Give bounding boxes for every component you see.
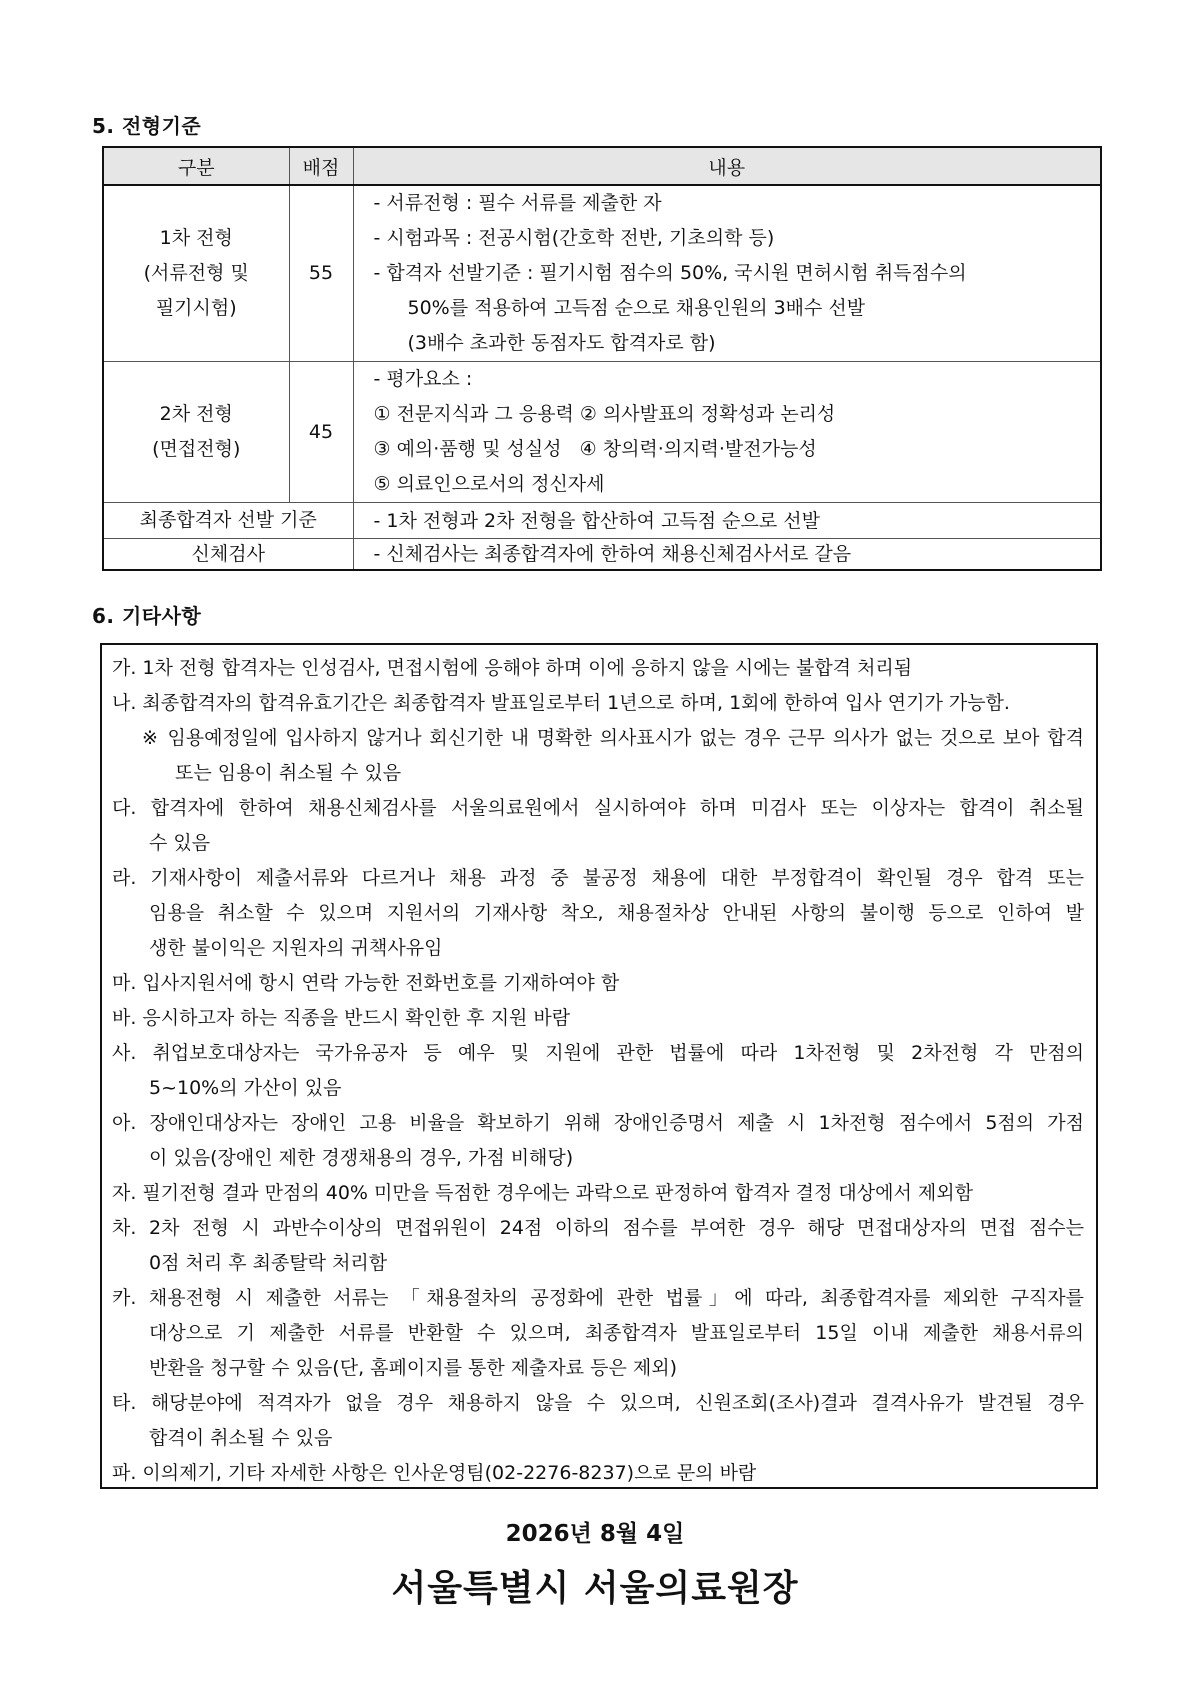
list-item xyxy=(112,791,1084,861)
content-line: (3배수 초과한 동점자도 합격자로 함) xyxy=(407,332,716,354)
list-item-line: 타. 해당분야에 적격자가 없을 경우 채용하지 않을 수 있으며, 신원조회(조사)결과 결격사유가 발견될 경우 xyxy=(112,1392,1084,1414)
notice-date: 2026년 8월 4일 xyxy=(505,1521,685,1547)
list-item xyxy=(112,1211,1084,1281)
list-item-line: 카. 채용전형 시 제출한 서류는 「채용절차의 공정화에 관한 법률」에 따라, 최종합격자를 제외한 구직자를 xyxy=(112,1287,1084,1309)
section-5-title: 5. 전형기준 xyxy=(92,114,202,138)
list-item-line: ※ 임용예정일에 입사하지 않거나 회신기한 내 명확한 의사표시가 없는 경우 근무 의사가 없는 것으로 보아 합격 xyxy=(142,727,1084,749)
row3-content xyxy=(353,503,1101,539)
header-content: 내용 xyxy=(353,147,1101,185)
list-item-line: 5~10%의 가산이 있음 xyxy=(149,1077,342,1099)
list-item-line: 이 있음(장애인 제한 경쟁채용의 경우, 가점 비해당) xyxy=(149,1147,574,1169)
list-item xyxy=(112,1036,1084,1106)
other-notes-box xyxy=(100,643,1098,1489)
notes-list xyxy=(102,645,1096,1491)
list-item-line: 합격이 취소될 수 있음 xyxy=(149,1427,333,1449)
row2-category: 2차 전형 (면접전형) xyxy=(103,362,289,503)
list-item xyxy=(112,1176,1084,1211)
table-row xyxy=(103,185,1101,362)
list-item xyxy=(112,966,1084,1001)
list-item-line: 생한 불이익은 지원자의 귀책사유임 xyxy=(149,937,443,959)
content-line: - 합격자 선발기준 : 필기시험 점수의 50%, 국시원 면허시험 취득점수의 xyxy=(373,262,967,284)
list-item-line: 반환을 청구할 수 있음(단, 홈페이지를 통한 제출자료 등은 제외) xyxy=(149,1357,678,1379)
list-item-line: 수 있음 xyxy=(149,832,211,854)
note-item xyxy=(112,721,1084,791)
row1-category: 1차 전형 (서류전형 및 필기시험) xyxy=(103,185,289,362)
list-item xyxy=(112,1001,1084,1036)
list-item xyxy=(112,1281,1084,1386)
content-line: ① 전문지식과 그 응용력 ② 의사발표의 정확성과 논리성 xyxy=(373,403,836,425)
list-item xyxy=(112,651,1084,686)
list-item xyxy=(112,1106,1084,1176)
list-item-line: 0점 처리 후 최종탈락 처리함 xyxy=(149,1252,388,1274)
list-item-line: 나. 최종합격자의 합격유효기간은 최종합격자 발표일로부터 1년으로 하며, 1회에 한하여 입사 연기가 가능함. xyxy=(112,692,1010,714)
list-item-line: 임용을 취소할 수 있으며 지원서의 기재사항 착오, 채용절차상 안내된 사항의 불이행 등으로 인하여 발 xyxy=(149,902,1084,924)
list-item xyxy=(112,686,1084,721)
selection-criteria-table xyxy=(102,146,1102,571)
section-6-title: 6. 기타사항 xyxy=(92,604,202,628)
row2-content xyxy=(353,362,1101,503)
list-item-line: 또는 임용이 취소될 수 있음 xyxy=(175,762,402,784)
content-line: - 평가요소 : xyxy=(373,368,473,390)
header-score: 배점 xyxy=(289,147,353,185)
list-item-line: 가. 1차 전형 합격자는 인성검사, 면접시험에 응해야 하며 이에 응하지 않을 시에는 불합격 처리됨 xyxy=(112,657,913,679)
content-line: - 서류전형 : 필수 서류를 제출한 자 xyxy=(373,192,662,214)
table-row xyxy=(103,539,1101,571)
list-item xyxy=(112,1386,1084,1456)
content-line: - 신체검사는 최종합격자에 한하여 채용신체검사서로 갈음 xyxy=(373,543,852,565)
table-row xyxy=(103,362,1101,503)
list-item-line: 자. 필기전형 결과 만점의 40% 미만을 득점한 경우에는 과락으로 판정하여 합격자 결정 대상에서 제외함 xyxy=(112,1182,973,1204)
content-line: ⑤ 의료인으로서의 정신자세 xyxy=(373,473,605,495)
list-item-line: 마. 입사지원서에 항시 연락 가능한 전화번호를 기재하여야 함 xyxy=(112,972,620,994)
table-header-row xyxy=(103,147,1101,185)
list-item-line: 대상으로 기 제출한 서류를 반환할 수 있으며, 최종합격자 발표일로부터 15일 이내 제출한 채용서류의 xyxy=(149,1322,1084,1344)
list-item-line: 차. 2차 전형 시 과반수이상의 면접위원이 24점 이하의 점수를 부여한 경우 해당 면접대상자의 면접 점수는 xyxy=(112,1217,1084,1239)
row1-score: 55 xyxy=(289,185,353,362)
list-item-line: 파. 이의제기, 기타 자세한 사항은 인사운영팀(02-2276-8237)으로 문의 바람 xyxy=(112,1462,757,1484)
content-line: ③ 예의·품행 및 성실성 ④ 창의력·의지력·발전가능성 xyxy=(373,438,817,460)
list-item-line: 다. 합격자에 한하여 채용신체검사를 서울의료원에서 실시하여야 하며 미검사 또는 이상자는 합격이 취소될 xyxy=(112,797,1084,819)
table-row xyxy=(103,503,1101,539)
row4-category: 신체검사 xyxy=(103,539,353,571)
content-line: - 1차 전형과 2차 전형을 합산하여 고득점 순으로 선발 xyxy=(373,509,820,532)
header-category: 구분 xyxy=(103,147,289,185)
list-item-line: 바. 응시하고자 하는 직종을 반드시 확인한 후 지원 바람 xyxy=(112,1007,571,1029)
list-item xyxy=(112,1456,1084,1491)
content-line: 50%를 적용하여 고득점 순으로 채용인원의 3배수 선발 xyxy=(407,297,866,319)
row2-score: 45 xyxy=(289,362,353,503)
row1-content xyxy=(353,185,1101,362)
list-item xyxy=(112,861,1084,966)
list-item-line: 아. 장애인대상자는 장애인 고용 비율을 확보하기 위해 장애인증명서 제출 시 1차전형 점수에서 5점의 가점 xyxy=(112,1112,1084,1134)
row4-content xyxy=(353,539,1101,571)
row3-category: 최종합격자 선발 기준 xyxy=(103,503,353,539)
issuer-name: 서울특별시 서울의료원장 xyxy=(391,1568,799,1609)
list-item-line: 라. 기재사항이 제출서류와 다르거나 채용 과정 중 불공정 채용에 대한 부정합격이 확인될 경우 합격 또는 xyxy=(112,867,1084,889)
list-item-line: 사. 취업보호대상자는 국가유공자 등 예우 및 지원에 관한 법률에 따라 1차전형 및 2차전형 각 만점의 xyxy=(112,1042,1084,1064)
content-line: - 시험과목 : 전공시험(간호학 전반, 기초의학 등) xyxy=(373,227,775,249)
